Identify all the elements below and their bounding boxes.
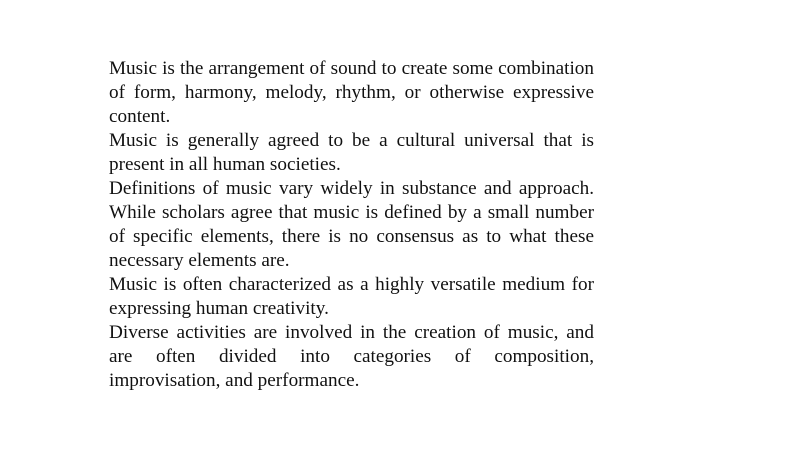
- paragraph-2: Music is generally agreed to be a cultural universal that is present in all human societies.: [109, 130, 594, 175]
- paragraph-4: Music is often characterized as a highly versatile medium for expressing human creativity.: [109, 274, 594, 319]
- paragraph-3: Definitions of music vary widely in substance and approach. While scholars agree that music is defined by a small number of specific elements, there is no consensus as to what these necessary elements are.: [109, 178, 594, 271]
- text-block: [109, 57, 594, 393]
- paragraph-5: Diverse activities are involved in the creation of music, and are often divided into categories of composition, improvisation, and performance.: [109, 322, 594, 391]
- paragraph-1: Music is the arrangement of sound to create some combination of form, harmony, melody, rhythm, or otherwise expressive content.: [109, 58, 594, 127]
